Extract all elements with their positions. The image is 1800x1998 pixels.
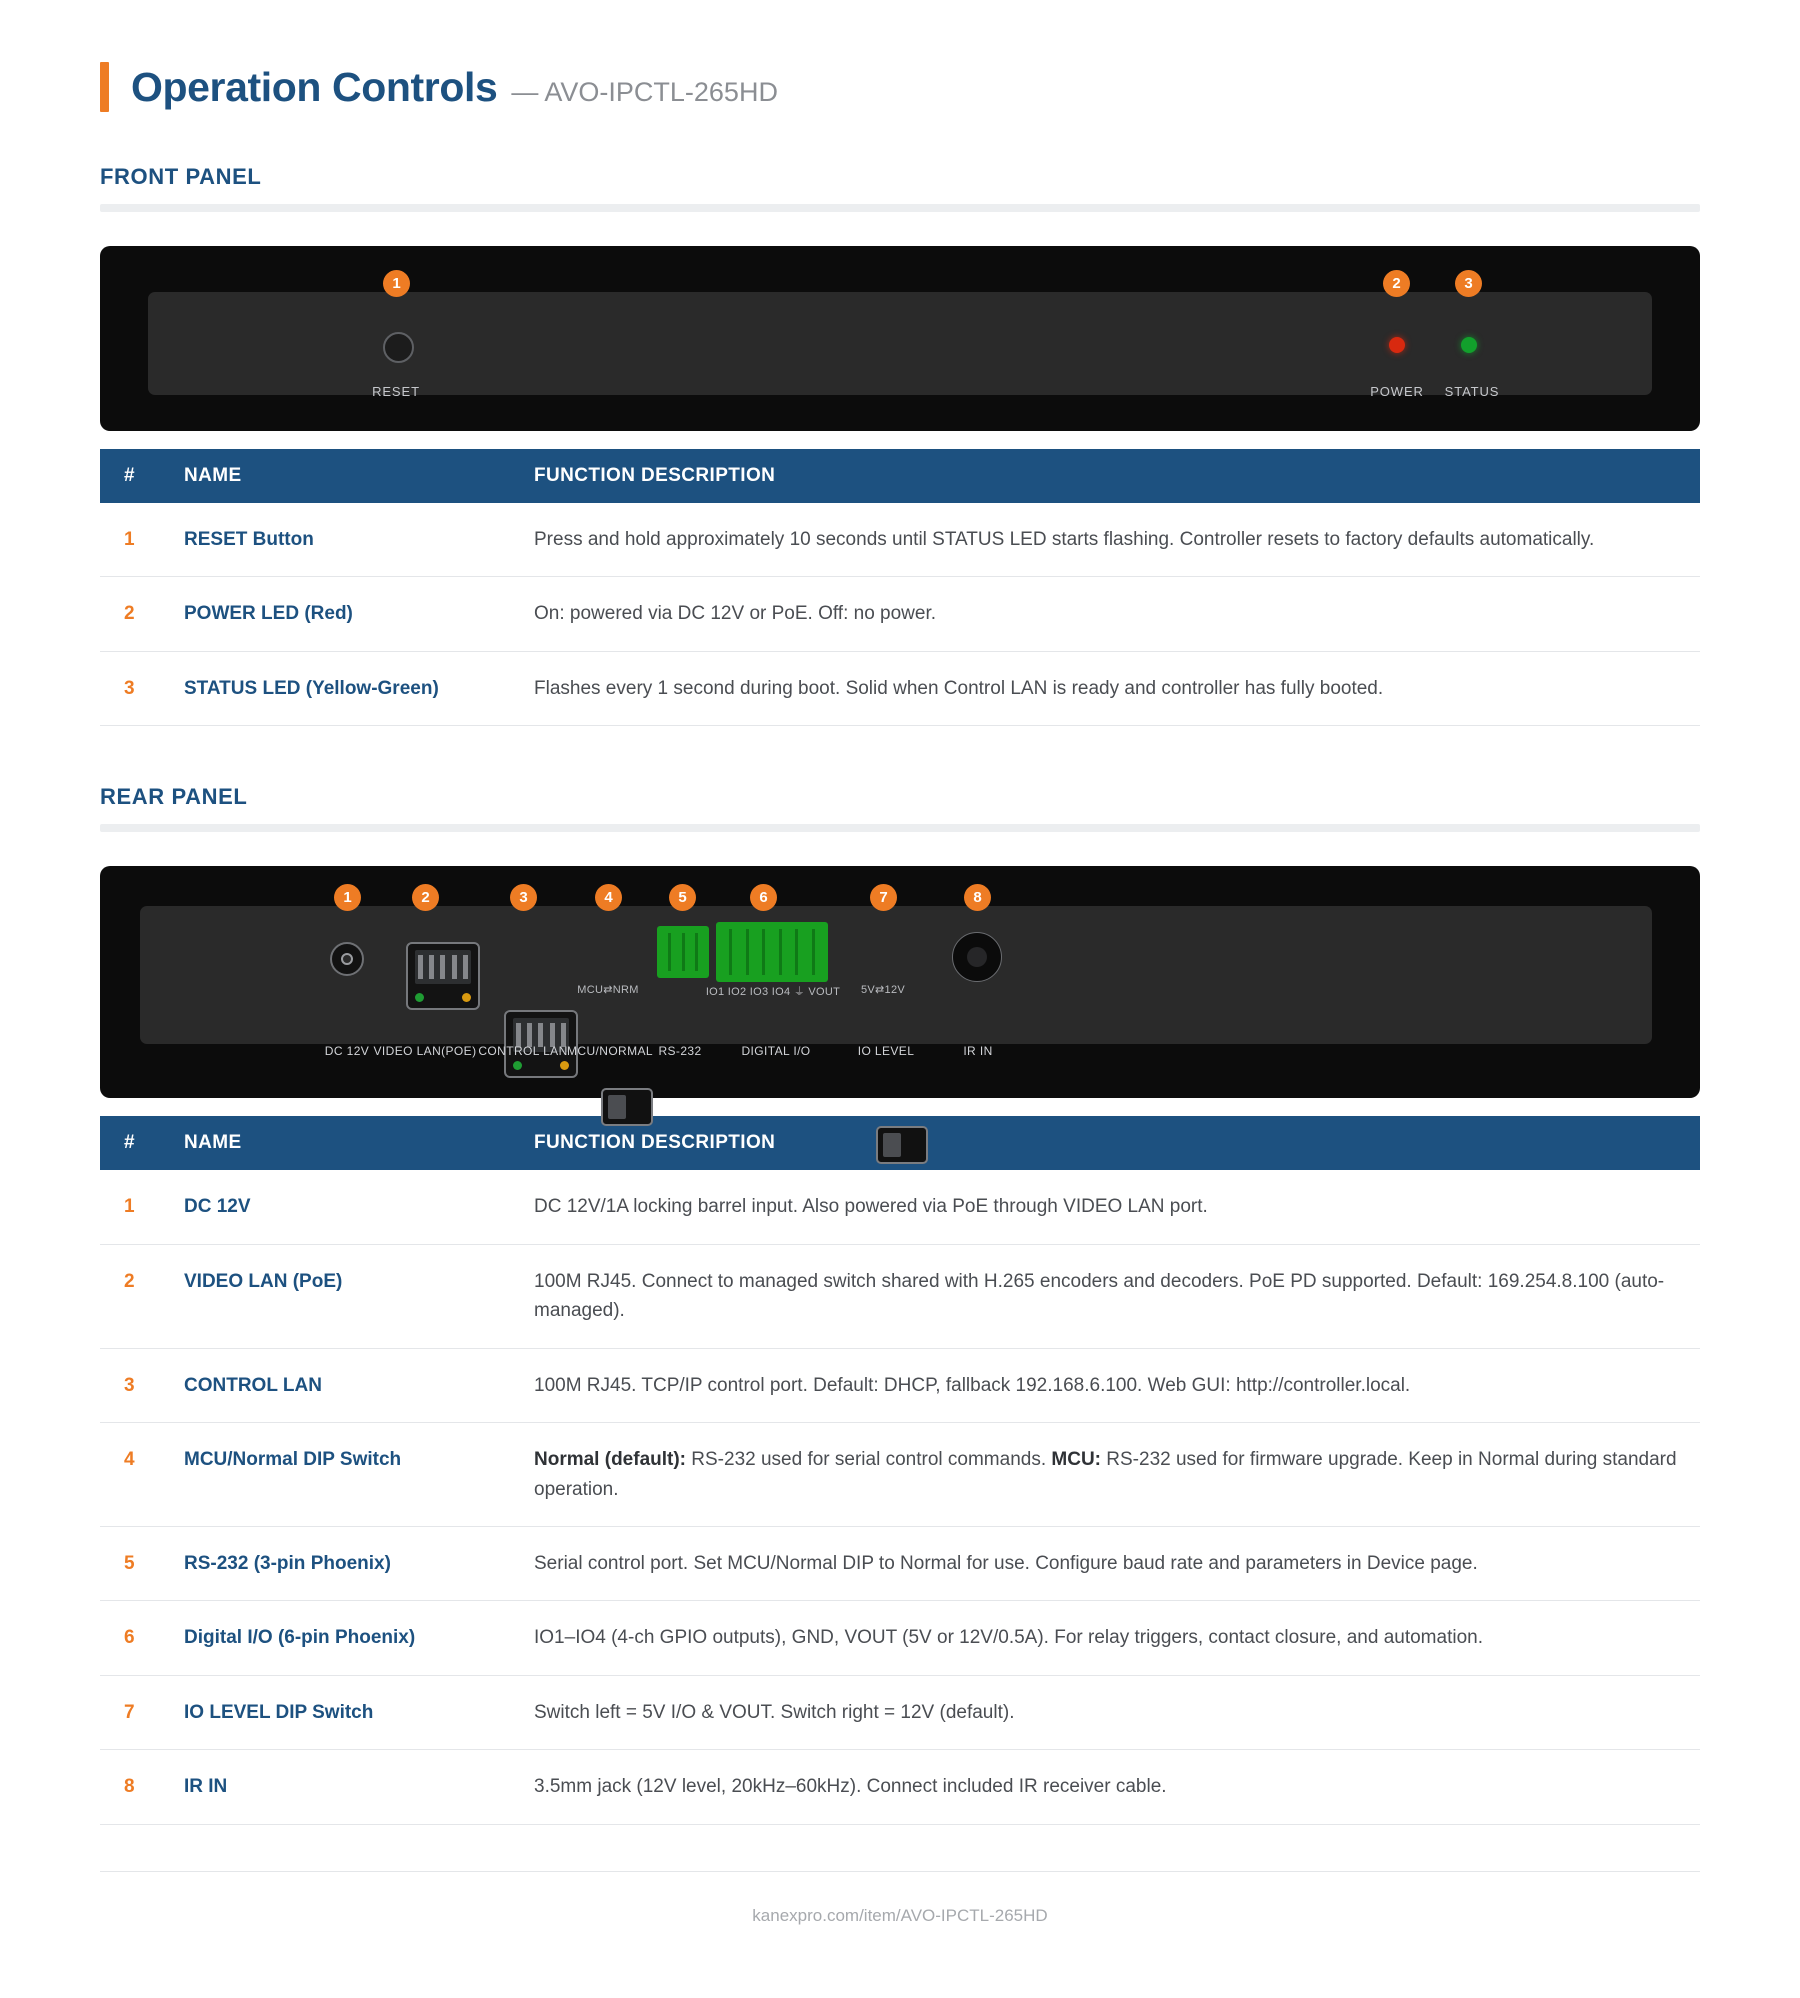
rear-callout-badge-3: 3 [510, 884, 537, 911]
rear-bottom-label-ir-in: IR IN [963, 1044, 993, 1059]
row-number: 6 [100, 1601, 184, 1675]
row-number: 5 [100, 1526, 184, 1600]
row-number: 7 [100, 1675, 184, 1749]
row-name: STATUS LED (Yellow-Green) [184, 651, 534, 725]
row-description: DC 12V/1A locking barrel input. Also powered via PoE through VIDEO LAN port. [534, 1170, 1700, 1244]
rear-panel-heading: REAR PANEL [100, 784, 248, 810]
rear-callout-badge-5: 5 [669, 884, 696, 911]
table-row [100, 1244, 1700, 1348]
status-led-label: STATUS [1444, 384, 1500, 399]
status-led-icon [1461, 337, 1477, 353]
front-panel-diagram [100, 246, 1700, 431]
row-number: 8 [100, 1750, 184, 1824]
rear-bottom-label-io-level: IO LEVEL [857, 1044, 915, 1059]
table-row [100, 1675, 1700, 1749]
rear-panel-table-body [100, 1170, 1700, 1824]
rj45-act-led-amber [462, 993, 471, 1002]
rear-bottom-label-control-lan: CONTROL LAN [478, 1044, 568, 1059]
front-panel-heading: FRONT PANEL [100, 164, 262, 189]
page-title [100, 62, 1700, 112]
front-panel-bezel [148, 292, 1652, 395]
row-description: 100M RJ45. TCP/IP control port. Default: DHCP, fallback 192.168.6.100. Web GUI: http://controller.local. [534, 1348, 1700, 1422]
rear-panel-table [100, 1116, 1700, 1824]
table-row [100, 651, 1700, 725]
rear-panel-rule [100, 824, 1700, 832]
rj45-act-led-amber [560, 1061, 569, 1070]
front-callout-badge-1: 1 [383, 270, 410, 297]
reset-label: RESET [372, 384, 420, 399]
rear-bottom-label-rs232: RS-232 [658, 1044, 702, 1059]
rear-bottom-label-mcu-normal: MCU/NORMAL [566, 1044, 654, 1059]
col-description: FUNCTION DESCRIPTION [534, 449, 1700, 503]
table-row [100, 1601, 1700, 1675]
footer-link[interactable]: kanexpro.com/item/AVO-IPCTL-265HD [752, 1905, 1048, 1925]
mcu-normal-micro-label: MCU⇄NRM [577, 984, 639, 997]
row-name: RESET Button [184, 503, 534, 577]
row-name: CONTROL LAN [184, 1348, 534, 1422]
row-number: 1 [100, 1170, 184, 1244]
rs232-phoenix-connector-icon[interactable] [657, 926, 709, 978]
mcu-normal-dip-switch-icon[interactable] [601, 1088, 653, 1126]
row-number: 4 [100, 1423, 184, 1527]
table-row [100, 1348, 1700, 1422]
rear-panel-bezel [140, 906, 1652, 1044]
row-description: Flashes every 1 second during boot. Solid when Control LAN is ready and controller has fully booted. [534, 651, 1700, 725]
front-callout-badge-2: 2 [1383, 270, 1410, 297]
title-accent-bar [100, 62, 109, 112]
table-header-row [100, 449, 1700, 503]
row-description: 3.5mm jack (12V level, 20kHz–60kHz). Connect included IR receiver cable. [534, 1750, 1700, 1824]
rear-callout-badge-7: 7 [870, 884, 897, 911]
row-name: IR IN [184, 1750, 534, 1824]
rear-callout-badge-2: 2 [412, 884, 439, 911]
rear-callout-badge-8: 8 [964, 884, 991, 911]
table-row [100, 503, 1700, 577]
rear-bottom-label-dc12v: DC 12V [324, 1044, 370, 1059]
table-row [100, 1170, 1700, 1244]
digital-io-phoenix-connector-icon[interactable] [716, 922, 828, 982]
rj45-video-lan-icon[interactable] [406, 942, 480, 1010]
front-panel-table-body [100, 503, 1700, 726]
rear-bottom-label-digital-io: DIGITAL I/O [741, 1044, 811, 1059]
row-number: 3 [100, 651, 184, 725]
row-name: IO LEVEL DIP Switch [184, 1675, 534, 1749]
front-panel-rule [100, 204, 1700, 212]
row-description: Serial control port. Set MCU/Normal DIP to Normal for use. Configure baud rate and parameters in Device page. [534, 1526, 1700, 1600]
rear-callout-badge-1: 1 [334, 884, 361, 911]
rear-bottom-label-video-lan: VIDEO LAN(POE) [373, 1044, 477, 1059]
digital-io-micro-label: IO1 IO2 IO3 IO4 ⏚ VOUT [705, 986, 841, 999]
io-level-dip-switch-icon[interactable] [876, 1126, 928, 1164]
row-description: 100M RJ45. Connect to managed switch shared with H.265 encoders and decoders. PoE PD supported. Default: 169.254.8.100 (auto-managed). [534, 1244, 1700, 1348]
front-panel-table [100, 449, 1700, 726]
row-number: 2 [100, 1244, 184, 1348]
page-title-main: Operation Controls [131, 63, 498, 110]
row-name: DC 12V [184, 1170, 534, 1244]
row-number: 1 [100, 503, 184, 577]
row-name: POWER LED (Red) [184, 577, 534, 651]
row-description: Normal (default): RS-232 used for serial control commands. MCU: RS-232 used for firmware upgrade. Keep in Normal during standard operation. [534, 1423, 1700, 1527]
front-callout-badge-3: 3 [1455, 270, 1482, 297]
col-description: FUNCTION DESCRIPTION [534, 1116, 1700, 1170]
col-name: NAME [184, 449, 534, 503]
section-spacer [100, 726, 1700, 784]
row-name: VIDEO LAN (PoE) [184, 1244, 534, 1348]
reset-button-icon[interactable] [383, 332, 414, 363]
row-description: Switch left = 5V I/O & VOUT. Switch right = 12V (default). [534, 1675, 1700, 1749]
table-row [100, 1423, 1700, 1527]
rear-callout-badge-4: 4 [595, 884, 622, 911]
row-name: RS-232 (3-pin Phoenix) [184, 1526, 534, 1600]
rj45-link-led-green [415, 993, 424, 1002]
row-number: 2 [100, 577, 184, 651]
io-level-micro-label: 5V⇄12V [860, 984, 906, 997]
rj45-slot [415, 950, 471, 984]
col-number: # [100, 1116, 184, 1170]
col-number: # [100, 449, 184, 503]
row-description: IO1–IO4 (4-ch GPIO outputs), GND, VOUT (5V or 12V/0.5A). For relay triggers, contact closure, and automation. [534, 1601, 1700, 1675]
rj45-link-led-green [513, 1061, 522, 1070]
table-row [100, 577, 1700, 651]
row-name: Digital I/O (6-pin Phoenix) [184, 1601, 534, 1675]
power-led-label: POWER [1370, 384, 1424, 399]
power-led-icon [1389, 337, 1405, 353]
ir-in-jack-icon[interactable] [952, 932, 1002, 982]
rear-panel-diagram [100, 866, 1700, 1098]
footer [100, 1871, 1700, 1966]
table-row [100, 1526, 1700, 1600]
row-description: On: powered via DC 12V or PoE. Off: no power. [534, 577, 1700, 651]
table-row [100, 1750, 1700, 1824]
row-number: 3 [100, 1348, 184, 1422]
row-description: Press and hold approximately 10 seconds until STATUS LED starts flashing. Controller resets to factory defaults automatically. [534, 503, 1700, 577]
page-title-model: — AVO-IPCTL-265HD [511, 76, 778, 107]
rear-callout-badge-6: 6 [750, 884, 777, 911]
col-name: NAME [184, 1116, 534, 1170]
row-name: MCU/Normal DIP Switch [184, 1423, 534, 1527]
